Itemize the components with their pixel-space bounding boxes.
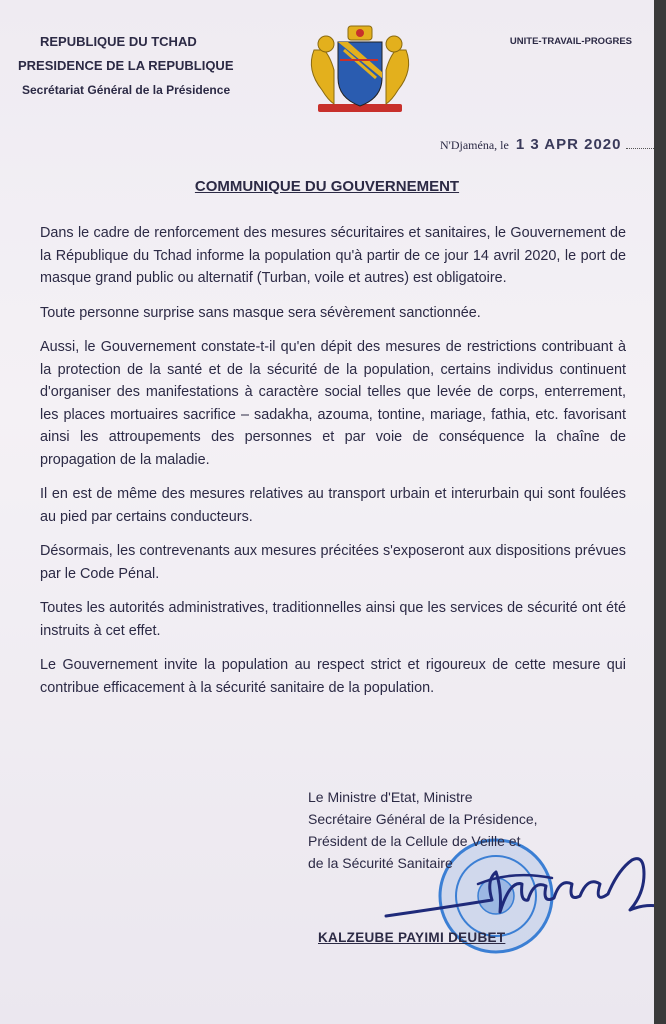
paragraph-masks: Dans le cadre de renforcement des mesures sécuritaires et sanitaires, le Gouvernement de la République du Tchad informe la population qu'à partir de ce jour 14 avril 2020, le port de masque grand public ou alternatif (Turban, voile et autres) est obligatoire. — [40, 225, 626, 286]
national-motto: UNITE-TRAVAIL-PROGRES — [509, 36, 632, 47]
paragraph-gatherings: Aussi, le Gouvernement constate-t-il qu'en dépit des mesures de restrictions contribuant à la protection de la santé et de la sécurité de la population, certains individus continuent d'organiser des manifestations à caractère social telles que levée de corps, enterrement, les places mortuaires sacrifice – sadakha, azouma, tontine, mariage, fathia, etc. favorisant ainsi les attroupements des personnes et par voie de conséquence la chaîne de propagation de la maladie. — [40, 339, 626, 468]
handwritten-signature-icon — [382, 850, 664, 930]
date-place: N'Djaména, le — [440, 138, 509, 152]
signatory-line-1: Le Ministre d'Etat, Ministre — [308, 789, 473, 805]
photo-edge — [654, 0, 666, 1024]
letterhead-secretariat: Secrétariat Général de la Présidence — [22, 83, 231, 97]
letterhead-country: REPUBLIQUE DU TCHAD — [40, 34, 197, 49]
document-body — [40, 222, 626, 711]
letterhead-presidency: PRESIDENCE DE LA REPUBLIQUE — [18, 58, 234, 73]
paragraph-sanction: Toute personne surprise sans masque sera sévèrement sanctionnée. — [40, 304, 481, 321]
signatory-name: KALZEUBE PAYIMI DEUBET — [318, 930, 506, 945]
document-title — [0, 178, 654, 195]
signatory-line-3: Président de la Cellule de Veille et — [308, 833, 521, 849]
date-stamp: 1 3 APR 2020 — [515, 136, 622, 153]
signatory-line-2: Secrétaire Général de la Présidence, — [308, 811, 538, 827]
letterhead — [18, 30, 234, 102]
paragraph-transport: Il en est de même des mesures relatives au transport urbain et interurbain qui sont foulées au pied par certains conducteurs. — [40, 486, 626, 525]
date-line — [440, 136, 662, 153]
paragraph-invitation: Le Gouvernement invite la population au respect strict et rigoureux de cette mesure qui contribue efficacement à la sécurité sanitaire de la population. — [40, 657, 626, 696]
coat-of-arms-icon — [304, 20, 416, 116]
document-title-text: COMMUNIQUE DU GOUVERNEMENT — [194, 178, 460, 195]
paragraph-authorities: Toutes les autorités administratives, traditionnelles ainsi que les services de sécurité ont été instruits à cet effet. — [40, 600, 626, 639]
paragraph-penal-code: Désormais, les contrevenants aux mesures précitées s'exposeront aux dispositions prévues par le Code Pénal. — [40, 543, 626, 582]
signatory-line-4: de la Sécurité Sanitaire — [308, 855, 453, 871]
